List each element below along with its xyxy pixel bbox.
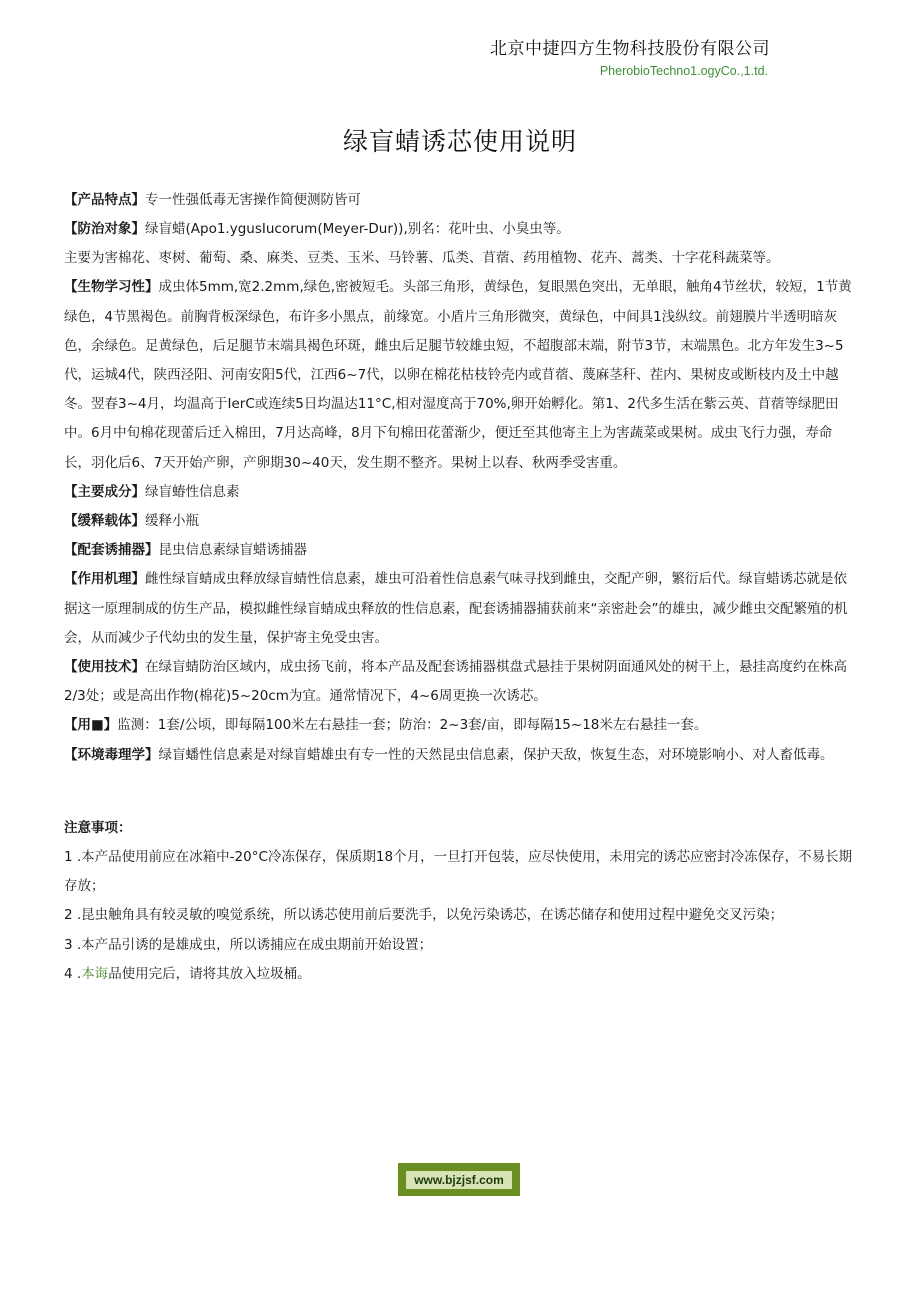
note-item: [64, 843, 856, 901]
section-mechanism: [64, 565, 856, 653]
section-dosage: [64, 711, 856, 740]
section-biology: [64, 273, 856, 477]
section-ingredient: [64, 478, 856, 507]
spacer: [64, 770, 856, 814]
section-features: [64, 186, 856, 215]
note-text: .昆虫触角具有较灵敏的嗅觉系统，所以诱芯使用前后要洗手，以免污染诱芯，在诱芯储存和使用过程中避免交叉污染；: [76, 907, 784, 924]
section-carrier: [64, 507, 856, 536]
note-text: .本产品使用前应在冰箱中-20°C冷冻保存，保质期18个月，一旦打开包装，应尽快使用，未用完的诱芯应密封冷冻保存，不易长期存放；: [64, 849, 853, 895]
note-prefix: .: [76, 965, 82, 982]
section-text: 昆虫信息素绿盲蜡诱捕器: [158, 542, 307, 559]
section-text: 成虫体5mm,宽2.2mm,绿色,密被短毛。头部三角形，黄绿色，复眼黑色突出，无单眼，触角4节丝状，较短，1节黄绿色，4节黑褐色。前胸背板深绿色，布许多小黑点，前缘宽。小盾片三角形微突，黄绿色，中间具1浅纵纹。前翅膜片半透明暗灰色，余绿色。足黄绿色，后足腿节末端具褐色环斑，雌虫后足腿节较雄虫短，不超腹部末端，附节3节，末端黑色。北方年发生3~5代，运城4代，陕西泾阳、河南安阳5代，江西6~7代，以卵在棉花枯枝铃壳内或苜蓿、蔑麻茎秆、茬内、果树皮或断枝内及土中越冬。翌春3~4月，均温高于IerC或连续5日均温达11°C,相对湿度高于70%,卵开始孵化。第1、2代多生活在紫云英、苜蓿等绿肥田中。6月中旬棉花现蕾后迁入棉田，7月达高峰，8月下旬棉田花蕾渐少，便迁至其他寄主上为害蔬菜或果树。成虫飞行力强，寿命长，羽化后6、7天开始产卵，产卵期30~40天，发生期不整齐。果树上以春、秋两季受害重。: [64, 279, 852, 471]
section-label: 【生物学习性】: [64, 279, 159, 296]
section-label: 【主要成分】: [64, 483, 145, 500]
section-text: 监测：1套/公顷，即每隔100米左右悬挂一套；防治：2~3套/亩，即每隔15~18米左右悬挂一套。: [117, 717, 708, 734]
section-text: 绿盲蜡(Apo1.ygusIucorum(Meyer-Dur)),别名：花叶虫、小臭虫等。: [145, 221, 570, 238]
notes-heading: 注意事项：: [64, 819, 132, 836]
note-item: [64, 901, 856, 930]
note-item: [64, 931, 856, 960]
section-toxicology: [64, 741, 856, 770]
section-usage: [64, 653, 856, 711]
note-number: 4: [64, 965, 73, 982]
document-body: [64, 186, 856, 989]
website-logo-text: www.bjzjsf.com: [406, 1171, 512, 1189]
section-label: 【作用机理】: [64, 571, 145, 588]
note-number: 1: [64, 849, 73, 866]
note-text: 品使用完后，请将其放入垃圾桶。: [108, 965, 311, 982]
section-label: 【缓释载体】: [64, 513, 145, 530]
section-label: 【防治对象】: [64, 221, 145, 238]
website-logo: [398, 1163, 520, 1196]
section-text: 缓释小瓶: [145, 513, 199, 530]
note-number: 2: [64, 907, 73, 924]
note-text: .本产品引诱的是雄成虫，所以诱捕应在成虫期前开始设置；: [76, 936, 433, 953]
section-text: 主要为害棉花、枣树、葡萄、桑、麻类、豆类、玉米、马铃薯、瓜类、苜蓿、药用植物、花卉、蒿类、十字花科蔬菜等。: [64, 250, 780, 267]
section-trap: [64, 536, 856, 565]
section-text: 在绿盲蜻防治区域内，成虫扬飞前，将本产品及配套诱捕器棋盘式悬挂于果树阴面通风处的树干上，悬挂高度约在株高2/3处；或是高出作物(棉花)5~20cm为宜。通常情况下，4~6周更换一次诱芯。: [64, 659, 847, 705]
company-name-en: PherobioTechno1.ogyCo.,1.td.: [599, 64, 768, 78]
company-name-cn: 北京中捷四方生物科技股份有限公司: [490, 39, 770, 59]
section-label: 【产品特点】: [64, 192, 145, 208]
note-highlight: 本诲: [81, 965, 109, 982]
section-text: 绿盲蝽性信息素: [145, 483, 240, 500]
section-text: 专一性强低毒无害操作简便测防皆可: [145, 192, 361, 208]
section-label: 【环境毒理学】: [64, 746, 159, 763]
section-text: 绿盲蟠性信息素是对绿盲蜡雄虫有专一性的天然昆虫信息素，保护天敌，恢复生态，对环境影响小、对人畜低毒。: [158, 746, 834, 763]
page-title: 绿盲蜻诱芯使用说明: [342, 127, 577, 156]
section-hosts: [64, 248, 856, 269]
note-item: [64, 960, 856, 989]
section-label: 【使用技术】: [64, 659, 145, 676]
section-label: 【用■】: [64, 717, 118, 734]
section-target: [64, 215, 856, 244]
section-label: 【配套诱捕器】: [64, 542, 159, 559]
section-text: 雌性绿盲蜻成虫释放绿盲蜻性信息素，雄虫可沿着性信息素气味寻找到雌虫，交配产卵，繁衍后代。绿盲蜡诱芯就是依据这一原理制成的仿生产品，模拟雌性绿盲蜻成虫释放的性信息素，配套诱捕器捕获前来“亲密赴会”的雄虫，减少雌虫交配繁殖的机会，从而减少子代幼虫的发生量，保护寄主免受虫害。: [64, 571, 848, 646]
note-number: 3: [64, 936, 73, 953]
